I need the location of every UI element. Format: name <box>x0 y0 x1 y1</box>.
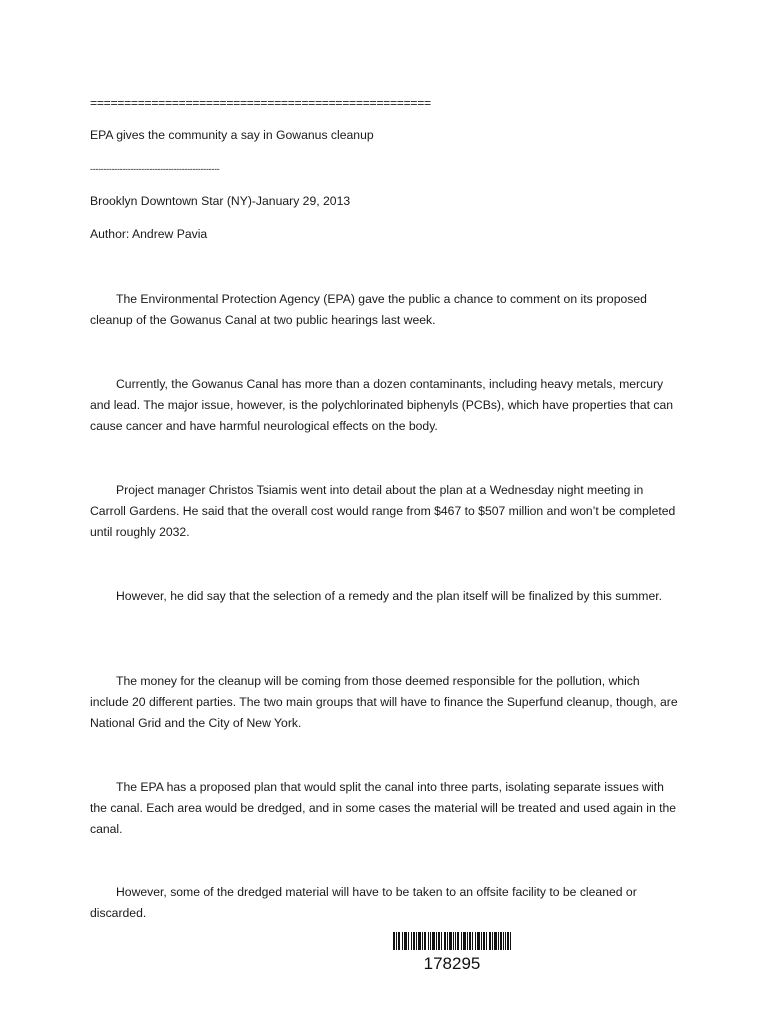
author-line: Author: Andrew Pavia <box>90 227 208 241</box>
barcode-number: 178295 <box>423 954 481 973</box>
paragraph-7: However, some of the dredged material will have to be taken to an offsite facility to be cleaned or discarded. <box>90 885 637 920</box>
paragraph-4: However, he did say that the selection of a remedy and the plan itself will be finalized by this summer. <box>116 589 663 603</box>
barcode-image <box>393 932 511 950</box>
paragraph-5: The money for the cleanup will be coming from those deemed responsible for the pollution, which include 20 different parties. The two main groups that will have to finance the Superfund cleanup, though, are National Grid and the City of New York. <box>90 674 678 730</box>
paragraph-6: The EPA has a proposed plan that would split the canal into three parts, isolating separate issues with the canal. Each area would be dredged, and in some cases the material will be treated and used again in the canal. <box>90 780 677 836</box>
paragraph-2: Currently, the Gowanus Canal has more than a dozen contaminants, including heavy metals, mercury and lead. The major issue, however, is the polychlorinated biphenyls (PCBs), which have properties that can cause cancer and have harmful neurological effects on the body. <box>90 377 674 433</box>
paragraph-3: Project manager Christos Tsiamis went into detail about the plan at a Wednesday night meeting in Carroll Gardens. He said that the overall cost would range from $467 to $507 million and won’t be completed until roughly 2032. <box>90 483 676 539</box>
source-line: Brooklyn Downtown Star (NY)-January 29, 2013 <box>90 194 351 208</box>
header-rule-sub: ------------------------------------------------ <box>90 164 220 174</box>
header-rule-top: ================================================== <box>90 96 431 110</box>
headline: EPA gives the community a say in Gowanus cleanup <box>90 128 374 142</box>
paragraph-1: The Environmental Protection Agency (EPA) gave the public a chance to comment on its proposed cleanup of the Gowanus Canal at two public hearings last week. <box>90 292 647 327</box>
